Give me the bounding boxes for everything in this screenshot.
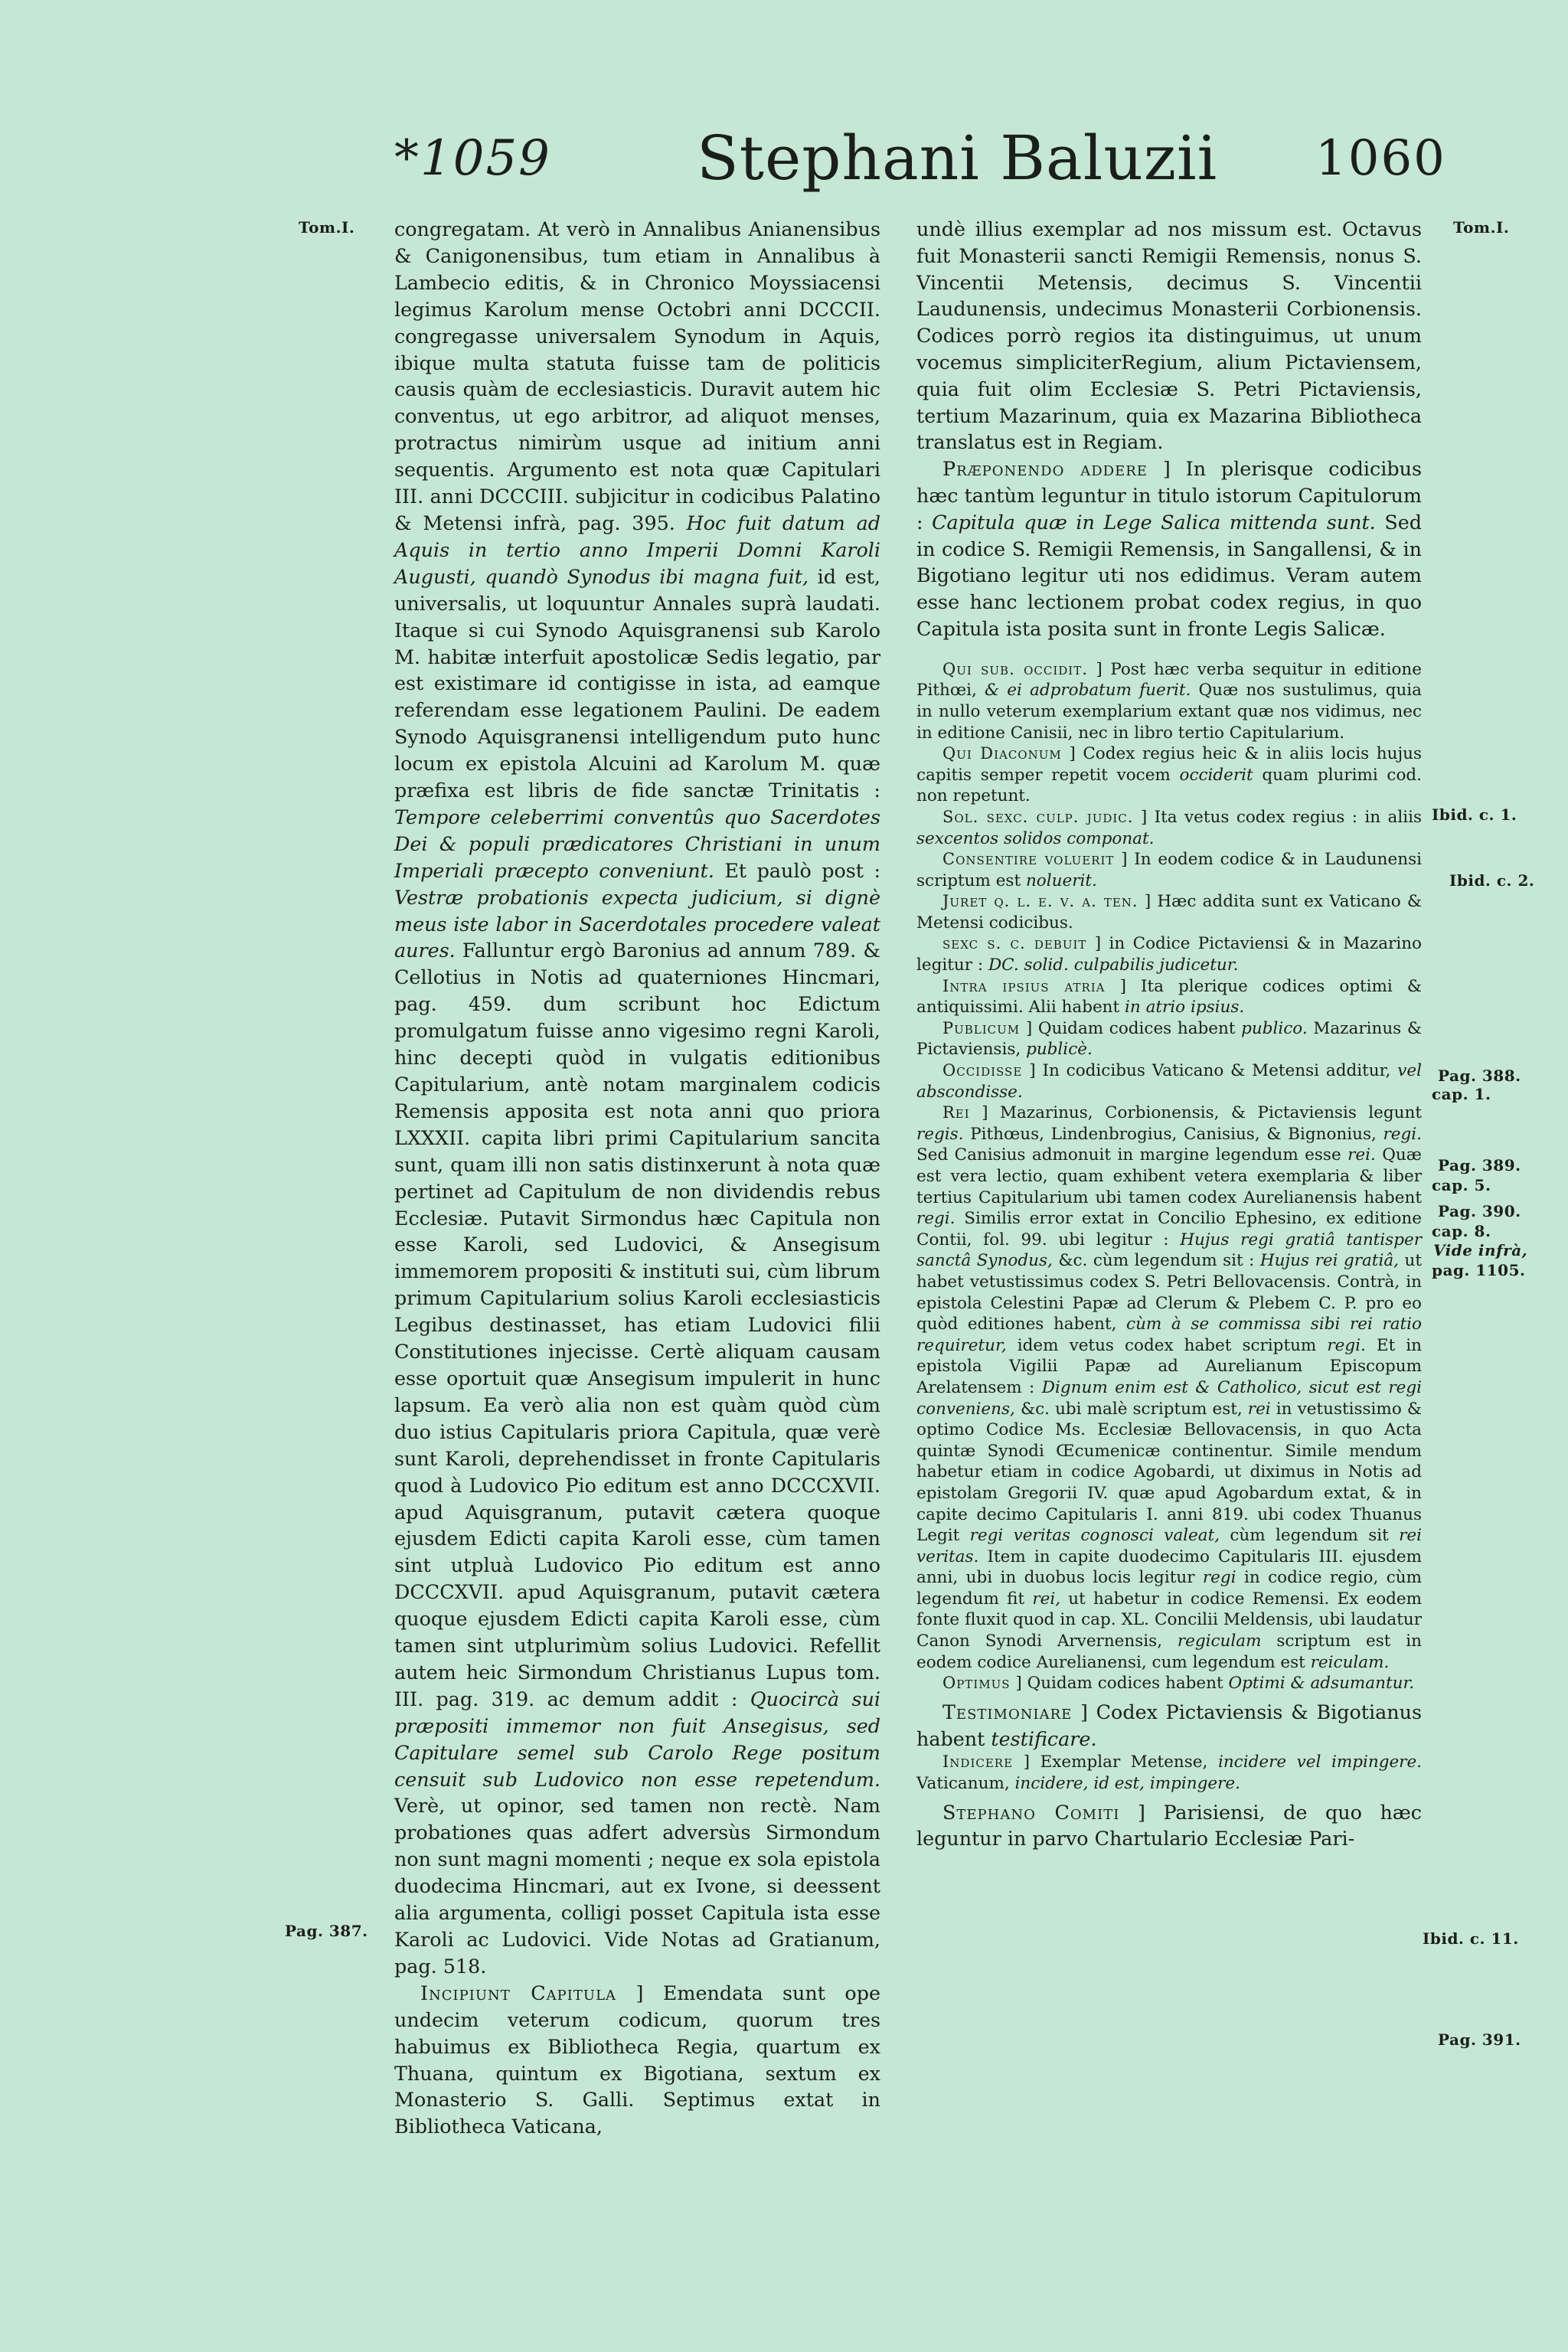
margin-note-pag-387: Pag. 387. (285, 1922, 368, 1940)
left-paragraph-incipiunt: Incipiunt Capitula ] Emendata sunt ope undecim veterum codicum, quorum tres habuimus ex Bibliotheca Regia, quartum ex Thuana, quintum ex Bigotiana, sextum ex Monasterio S. Galli. Septimus extat in Bibliotheca Vaticana, (394, 1981, 880, 2138)
right-column (916, 216, 1422, 1852)
margin-note-pag-1105: pag. 1105. (1432, 1261, 1526, 1279)
note-occidisse: Occidisse ] In codicibus Vaticano & Metensi additur, vel abscondisse. (916, 1061, 1422, 1102)
note-qui-diaconum: Qui Diaconum ] Codex regius heic & in aliis locis hujus capitis semper repetit vocem occiderit quam plurimi cod. non repetunt. (916, 744, 1423, 806)
margin-note-pag-389: Pag. 389. (1438, 1156, 1521, 1174)
left-column (394, 216, 880, 2140)
note-publicum: Publicum ] Quidam codices habent publico. Mazarinus & Pictaviensis, publicè. (916, 1018, 1422, 1060)
note-sexc-debuit: sexc s. c. debuit ] in Codice Pictaviensi & in Mazarino legitur : DC. solid. culpabilis judicetur. (916, 934, 1422, 975)
page-number-left: *1059 (394, 130, 551, 187)
margin-note-cap-8: cap. 8. (1432, 1222, 1491, 1240)
note-sol-sexc: Sol. sexc. culp. judic. ] Ita vetus codex regius : in aliis sexcentos solidos componat. (916, 807, 1422, 848)
margin-note-tom-left: Tom.I. (299, 218, 355, 237)
left-paragraph-1: congregatam. At verò in Annalibus Anianensibus & Canigonensibus, tum etiam in Annalibus à Lambecio editis, & in Chronico Moyssiacensi legimus Karolum mense Octobri anni DCCCII. congregasse universalem Synodum in Aquis, ibique multa statuta fuisse tam de politicis causis quàm de ecclesiasticis. Duravit autem hic conventus, ut ego arbitror, ad aliquot menses, protractus nimirùm usque ad initium anni sequentis. Argumento est nota quæ Capitulari III. anni DCCCIII. subjicitur in codicibus Palatino & Metensi infrà, pag. 395. Hoc fuit datum ad Aquis in tertio anno Imperii Domni Karoli Augusti, quandò Synodus ibi magna fuit, id est, universalis, ut loquuntur Annales suprà laudati. Itaque si cui Synodo Aquisgranensi sub Karolo M. habitæ interfuit apostolicæ Sedis legatio, par est existimare id contigisse in ista, ad eamque referendam esse legationem Paulini. De eadem Synodo Aquisgranensi intelligendum puto hunc locum ex epistola Alcuini ad Karolum M. quæ præfixa est libris de fide sanctæ Trinitatis : Tempore celeberrimi conventûs quo Sacerdotes Dei & populi prædicatores Christiani in unum Imperiali præcepto conveniunt. Et paulò post : Vestræ probationis expecta judicium, si dignè meus iste labor in Sacerdotales procedere valeat aures. Falluntur ergò Baronius ad annum 789. & Cellotius in Notis ad quaterniones Hincmari, pag. 459. dum scribunt hoc Edictum promulgatum fuisse anno vigesimo regni Karoli, hinc decepti quòd in vulgatis editionibus Capitularium, antè notam marginalem codicis Remensis apposita est nota anni quo priora LXXXII. capita libri primi Capitularium sancita sunt, quam illi non satis distinxerunt à nota quæ pertinet ad Capitulum de non dividendis rebus Ecclesiæ. Putavit Sirmondus hæc Capitula non esse Karoli, sed Ludovici, & Ansegisum immemorem propositi & instituti sui, cùm librum primum Capitularium solius Karoli ecclesiasticis Legibus destinasset, has etiam Ludovici filii Constitutiones injecisse. Certè aliquam causam esse oportuit quæ Ansegisum impulerit in hunc lapsum. Ea verò alia non est quàm quòd cùm duo istius Capitularis priora Capitula, quæ verè sunt Karoli, deprehendisset in fronte Capitularis quod à Ludovico Pio editum est anno DCCCXVII. apud Aquisgranum, putavit cætera quoque ejusdem Edicti capita Karoli esse, cùm tamen sint utpluà Ludovico Pio editum est anno DCCCXVII. apud Aquisgranum, putavit cætera quoque ejusdem Edicti capita Karoli esse, cùm tamen sint utplurimùm solius Ludovici. Refellit autem heic Sirmondum Christianus Lupus tom. III. pag. 319. ac demum addit : Quocircà sui præpositi immemor non fuit Ansegisus, sed Capitulare semel sub Carolo Rege positum censuit sub Ludovico non esse repetendum. Verè, ut opinor, sed tamen non rectè. Nam probationes quas adfert adversùs Sirmondum non sunt magni momenti ; neque ex sola epistola duodecima Hincmari, aut ex Ivone, si deessent alia argumenta, colligi posset Capitula ista esse Karoli ac Ludovici. Vide Notas ad Gratianum, pag. 518. (394, 217, 881, 1978)
right-paragraph-stephano: Stephano Comiti ] Parisiensi, de quo hæc leguntur in parvo Chartulario Ecclesiæ Pari- (916, 1800, 1422, 1851)
margin-note-cap-1: cap. 1. (1432, 1085, 1491, 1103)
note-consentire: Consentire voluerit ] In eodem codice & in Laudunensi scriptum est noluerit. (916, 850, 1423, 890)
note-optimus: Optimus ] Quidam codices habent Optimi & adsumantur. (942, 1674, 1415, 1694)
right-paragraph-1: undè illius exemplar ad nos missum est. Octavus fuit Monasterii sancti Remigii Remensis, nonus S. Vincentii Metensis, decimus S. Vincentii Laudunensis, undecimus Monasterii Corbionensis. Codices porrò regios ita distinguimus, ut unum vocemus simpliciterRegium, alium Pictaviensem, quia fuit olim Ecclesiæ S. Petri Pictaviensis, tertium Mazarinum, quia ex Mazarina Bibliotheca translatus est in Regiam. (916, 217, 1422, 454)
margin-note-pag-391: Pag. 391. (1438, 2030, 1521, 2049)
page-number-right: 1060 (1315, 130, 1446, 187)
running-header (0, 122, 1568, 207)
running-title: Stephani Baluzii (697, 122, 1218, 194)
note-juret: Juret q. l. e. v. a. ten. ] Hæc addita sunt ex Vaticano & Metensi codicibus. (916, 892, 1422, 933)
margin-note-tom-right: Tom.I. (1453, 218, 1510, 237)
right-paragraph-praeponendo: Præponendo addere ] In plerisque codicibus hæc tantùm leguntur in titulo istorum Capitulorum : Capitula quæ in Lege Salica mittenda sunt. Sed in codice S. Remigii Remensis, in Sangallensi, & in Bigotiano legitur uti nos edidimus. Veram autem esse hanc lectionem probat codex regius, in quo Capitula ista posita sunt in fronte Legis Salicæ. (916, 457, 1423, 640)
margin-note-ibid-c11: Ibid. c. 11. (1423, 1929, 1519, 1948)
note-intra-ipsius: Intra ipsius atria ] Ita plerique codices optimi & antiquissimi. Alii habent in atrio ipsius. (916, 976, 1422, 1018)
notes-list (916, 659, 1422, 1694)
margin-note-ibid-c1: Ibid. c. 1. (1432, 805, 1517, 824)
note-qui-sub-occidit: Qui sub. occidit. ] Post hæc verba sequitur in editione Pithœi, & ei adprobatum fuerit. Quæ nos sustulimus, quia in nullo veterum exemplarium extant quæ nos vidimus, nec in editione Canisii, nec in libro tertio Capitularium. (916, 659, 1422, 743)
margin-note-ibid-c2: Ibid. c. 2. (1449, 871, 1535, 890)
note-rei: Rei ] Mazarinus, Corbionensis, & Pictaviensis legunt regis. Pithœus, Lindenbrogius, Canisius, & Bignonius, regi. Sed Canisius admonuit in margine legendum esse rei. Quæ est vera lectio, quam exhibent vetera exemplaria & liber tertius Capitularium ubi tamen codex Aurelianensis habent regi. Similis error extat in Concilio Ephesino, ex editione Contii, fol. 99. ubi legitur : Hujus regi gratiâ tantisper sanctâ Synodus, &c. cùm legendum sit : Hujus rei gratiâ, ut habet vetustissimus codex S. Petri Bellovacensis. Contrà, in epistola Celestini Papæ ad Clerum & Plebem C. P. pro eo quòd editiones habent, cùm à se commissa sibi rei ratio requiretur, idem vetus codex habet scriptum regi. Et in epistola Vigilii Papæ ad Aurelianum Episcopum Arelatensem : Dignum enim est & Catholico, sicut est regi conveniens, &c. ubi malè scriptum est, rei in vetustissimo & optimo Codice Ms. Ecclesiæ Bellovacensis, in quo Acta quintæ Synodi Œcumenicæ continentur. Simile mendum habetur etiam in codice Agobardi, ut diximus in Notis ad epistolam Gregorii IV. quæ apud Agobardum extat, & in capite decimo Capitularis I. anni 819. ubi codex Thuanus Legit regi veritas cognosci valeat, cùm legendum sit rei veritas. Item in capite duodecimo Capitularis III. ejusdem anni, ubi in duobus locis legitur regi in codice regio, cùm legendum fit rei, ut habetur in codice Remensi. Ex eodem fonte fluxit quod in cap. XL. Concilii Meldensis, ubi laudatur Canon Synodi Arvernensis, regiculam scriptum est in eodem codice Aurelianensi, cum legendum est reiculam. (916, 1103, 1423, 1672)
margin-note-vide-infra: Vide infrà, (1433, 1241, 1528, 1259)
margin-note-pag-388: Pag. 388. (1438, 1067, 1521, 1085)
margin-note-cap-5: cap. 5. (1432, 1176, 1491, 1194)
margin-note-pag-390: Pag. 390. (1438, 1202, 1521, 1220)
right-paragraph-testimoniare: Testimoniare ] Codex Pictaviensis & Bigotianus habent testificare. (916, 1700, 1422, 1750)
note-indicere: Indicere ] Exemplar Metense, incidere vel impingere. Vaticanum, incidere, id est, impingere. (916, 1753, 1423, 1794)
